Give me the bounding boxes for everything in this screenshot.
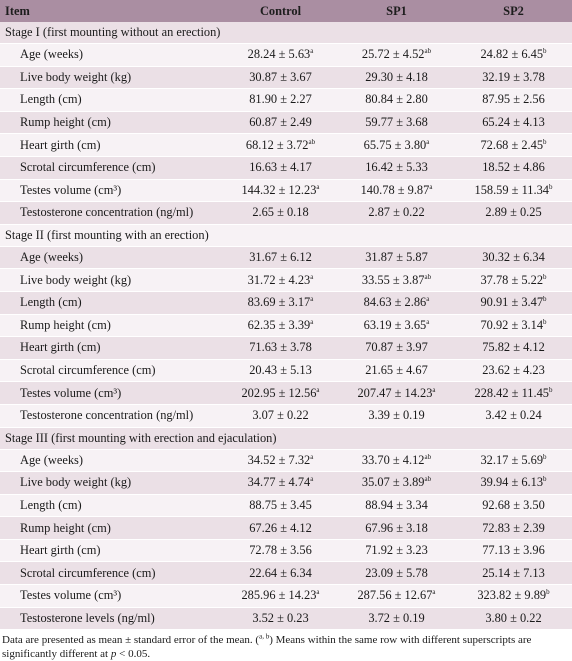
- cell-value: 90.91 ± 3.47: [480, 295, 544, 310]
- cell-superscript: ab: [424, 452, 432, 461]
- cell-value: 87.95 ± 2.56: [482, 92, 545, 107]
- stage-title: Stage III (first mounting with erection and ejaculation): [0, 427, 572, 449]
- cell-value: 24.82 ± 6.45: [480, 47, 544, 62]
- cell-value: 158.59 ± 11.34: [474, 182, 549, 197]
- cell-sp1: [338, 291, 455, 314]
- cell-sp2: [455, 44, 572, 67]
- footnote-superscript: a, b: [259, 632, 270, 641]
- cell-sp1: [338, 179, 455, 202]
- table-footnote: [0, 630, 570, 661]
- cell-superscript: b: [543, 272, 547, 281]
- cell-superscript: a: [310, 295, 314, 304]
- cell-control: [223, 111, 338, 134]
- table-row: [0, 562, 572, 585]
- row-label: Rump height (cm): [0, 111, 223, 134]
- cell-value: 285.96 ± 14.23: [241, 588, 317, 603]
- row-label: Testosterone levels (ng/ml): [0, 607, 223, 630]
- cell-sp1: [338, 337, 455, 360]
- cell-superscript: a: [316, 182, 320, 191]
- row-label: Live body weight (kg): [0, 472, 223, 495]
- cell-control: [223, 202, 338, 225]
- cell-sp2: [455, 134, 572, 157]
- cell-superscript: a: [316, 385, 320, 394]
- cell-sp2: [455, 337, 572, 360]
- cell-value: 35.07 ± 3.89: [361, 475, 425, 490]
- cell-sp1: [338, 585, 455, 608]
- cell-sp1: [338, 562, 455, 585]
- header-sp1: SP1: [338, 0, 455, 22]
- cell-superscript: a: [310, 452, 314, 461]
- table-row: [0, 382, 572, 405]
- cell-value: 23.62 ± 4.23: [482, 363, 545, 378]
- row-label: Age (weeks): [0, 44, 223, 67]
- cell-control: [223, 89, 338, 112]
- cell-superscript: a: [426, 295, 430, 304]
- cell-sp2: [455, 607, 572, 630]
- cell-value: 60.87 ± 2.49: [249, 115, 312, 130]
- cell-sp1: [338, 44, 455, 67]
- header-item: Item: [0, 0, 223, 22]
- cell-sp2: [455, 539, 572, 562]
- cell-value: 71.63 ± 3.78: [249, 340, 312, 355]
- cell-superscript: a: [426, 137, 430, 146]
- cell-value: 202.95 ± 12.56: [241, 385, 317, 400]
- cell-control: [223, 607, 338, 630]
- cell-sp1: [338, 607, 455, 630]
- cell-control: [223, 562, 338, 585]
- cell-value: 20.43 ± 5.13: [249, 363, 312, 378]
- row-label: Rump height (cm): [0, 517, 223, 540]
- row-label: Testosterone concentration (ng/ml): [0, 202, 223, 225]
- cell-superscript: a: [310, 317, 314, 326]
- cell-sp1: [338, 134, 455, 157]
- cell-superscript: a: [429, 182, 433, 191]
- row-label: Live body weight (kg): [0, 66, 223, 89]
- cell-value: 31.72 ± 4.23: [247, 272, 311, 287]
- cell-sp1: [338, 66, 455, 89]
- table-row: [0, 291, 572, 314]
- cell-sp1: [338, 494, 455, 517]
- cell-sp1: [338, 539, 455, 562]
- cell-sp1: [338, 359, 455, 382]
- cell-value: 63.19 ± 3.65: [363, 317, 427, 332]
- cell-control: [223, 156, 338, 179]
- cell-value: 68.12 ± 3.72: [245, 137, 309, 152]
- cell-control: [223, 269, 338, 292]
- cell-superscript: b: [543, 317, 547, 326]
- table-header-row: [0, 0, 572, 22]
- cell-value: 2.65 ± 0.18: [252, 205, 309, 220]
- cell-value: 16.63 ± 4.17: [249, 160, 312, 175]
- cell-value: 22.64 ± 6.34: [249, 565, 312, 580]
- table-row: [0, 359, 572, 382]
- cell-sp2: [455, 472, 572, 495]
- cell-value: 62.35 ± 3.39: [247, 317, 311, 332]
- cell-superscript: ab: [424, 272, 432, 281]
- cell-value: 28.24 ± 5.63: [247, 47, 311, 62]
- cell-sp1: [338, 517, 455, 540]
- cell-value: 65.75 ± 3.80: [363, 137, 427, 152]
- cell-sp1: [338, 111, 455, 134]
- stage-title: Stage I (first mounting without an erection): [0, 22, 572, 44]
- cell-value: 67.26 ± 4.12: [249, 520, 312, 535]
- cell-sp2: [455, 156, 572, 179]
- stage-header-row: [0, 22, 572, 44]
- cell-value: 25.72 ± 4.52: [361, 47, 425, 62]
- cell-value: 16.42 ± 5.33: [365, 160, 428, 175]
- cell-superscript: a: [426, 317, 430, 326]
- row-label: Scrotal circumference (cm): [0, 562, 223, 585]
- cell-control: [223, 539, 338, 562]
- cell-sp1: [338, 404, 455, 427]
- cell-control: [223, 44, 338, 67]
- cell-sp2: [455, 66, 572, 89]
- cell-value: 34.77 ± 4.74: [247, 475, 311, 490]
- row-label: Scrotal circumference (cm): [0, 359, 223, 382]
- table-row: [0, 517, 572, 540]
- cell-value: 3.42 ± 0.24: [485, 408, 542, 423]
- cell-superscript: b: [549, 385, 553, 394]
- cell-sp2: [455, 562, 572, 585]
- row-label: Testes volume (cm³): [0, 585, 223, 608]
- table-row: [0, 539, 572, 562]
- row-label: Testes volume (cm³): [0, 382, 223, 405]
- row-label: Age (weeks): [0, 246, 223, 269]
- cell-value: 39.94 ± 6.13: [480, 475, 544, 490]
- cell-superscript: b: [549, 182, 553, 191]
- cell-value: 287.56 ± 12.67: [357, 588, 433, 603]
- cell-value: 81.90 ± 2.27: [249, 92, 312, 107]
- stage-header-row: [0, 427, 572, 449]
- cell-value: 144.32 ± 12.23: [241, 182, 317, 197]
- cell-control: [223, 382, 338, 405]
- cell-sp2: [455, 449, 572, 472]
- table-row: [0, 494, 572, 517]
- row-label: Length (cm): [0, 291, 223, 314]
- cell-value: 323.82 ± 9.89: [477, 588, 547, 603]
- cell-value: 80.84 ± 2.80: [365, 92, 428, 107]
- cell-superscript: ab: [424, 475, 432, 484]
- cell-superscript: a: [432, 385, 436, 394]
- cell-value: 59.77 ± 3.68: [365, 115, 428, 130]
- cell-superscript: b: [543, 475, 547, 484]
- cell-sp1: [338, 382, 455, 405]
- table-row: [0, 89, 572, 112]
- footnote-part3: < 0.05.: [116, 648, 151, 661]
- cell-control: [223, 494, 338, 517]
- table-row: [0, 269, 572, 292]
- cell-sp2: [455, 89, 572, 112]
- cell-superscript: b: [543, 47, 547, 56]
- row-label: Heart girth (cm): [0, 134, 223, 157]
- cell-superscript: a: [432, 588, 436, 597]
- cell-value: 33.55 ± 3.87: [361, 272, 425, 287]
- cell-sp2: [455, 494, 572, 517]
- row-label: Length (cm): [0, 494, 223, 517]
- cell-superscript: a: [310, 272, 314, 281]
- cell-value: 3.39 ± 0.19: [368, 408, 425, 423]
- cell-control: [223, 359, 338, 382]
- cell-value: 31.67 ± 6.12: [249, 250, 312, 265]
- table-row: [0, 202, 572, 225]
- cell-value: 2.87 ± 0.22: [368, 205, 425, 220]
- row-label: Heart girth (cm): [0, 337, 223, 360]
- cell-value: 72.68 ± 2.45: [480, 137, 544, 152]
- cell-control: [223, 246, 338, 269]
- header-sp2: SP2: [455, 0, 572, 22]
- cell-value: 3.07 ± 0.22: [252, 408, 309, 423]
- cell-sp1: [338, 156, 455, 179]
- cell-value: 71.92 ± 3.23: [365, 543, 428, 558]
- cell-sp2: [455, 359, 572, 382]
- cell-superscript: a: [310, 47, 314, 56]
- cell-superscript: a: [316, 588, 320, 597]
- table-row: [0, 44, 572, 67]
- cell-control: [223, 179, 338, 202]
- cell-sp2: [455, 246, 572, 269]
- cell-value: 67.96 ± 3.18: [365, 520, 428, 535]
- cell-value: 2.89 ± 0.25: [485, 205, 542, 220]
- table-row: [0, 179, 572, 202]
- footnote-p: p: [110, 648, 117, 661]
- cell-value: 32.19 ± 3.78: [482, 69, 545, 84]
- cell-value: 92.68 ± 3.50: [482, 497, 545, 512]
- cell-sp2: [455, 111, 572, 134]
- row-label: Testes volume (cm³): [0, 179, 223, 202]
- table-row: [0, 156, 572, 179]
- footnote-part1: Data are presented as mean ± standard error of the mean. (: [2, 634, 260, 647]
- cell-value: 23.09 ± 5.78: [365, 565, 428, 580]
- cell-superscript: b: [546, 588, 550, 597]
- stage-title: Stage II (first mounting with an erection): [0, 224, 572, 246]
- cell-superscript: b: [543, 295, 547, 304]
- row-label: Age (weeks): [0, 449, 223, 472]
- cell-value: 37.78 ± 5.22: [480, 272, 544, 287]
- cell-value: 75.82 ± 4.12: [482, 340, 545, 355]
- cell-value: 72.83 ± 2.39: [482, 520, 545, 535]
- cell-value: 30.87 ± 3.67: [249, 69, 312, 84]
- table-body: [0, 22, 572, 630]
- cell-sp2: [455, 314, 572, 337]
- cell-control: [223, 404, 338, 427]
- cell-control: [223, 585, 338, 608]
- cell-value: 30.32 ± 6.34: [482, 250, 545, 265]
- row-label: Rump height (cm): [0, 314, 223, 337]
- cell-superscript: a: [310, 475, 314, 484]
- cell-control: [223, 517, 338, 540]
- cell-sp1: [338, 472, 455, 495]
- cell-value: 77.13 ± 3.96: [482, 543, 545, 558]
- cell-superscript: b: [543, 137, 547, 146]
- row-label: Live body weight (kg): [0, 269, 223, 292]
- cell-value: 65.24 ± 4.13: [482, 115, 545, 130]
- cell-control: [223, 66, 338, 89]
- table-row: [0, 111, 572, 134]
- cell-value: 31.87 ± 5.87: [365, 250, 428, 265]
- cell-value: 3.72 ± 0.19: [368, 610, 425, 625]
- row-label: Heart girth (cm): [0, 539, 223, 562]
- cell-value: 72.78 ± 3.56: [249, 543, 312, 558]
- cell-value: 25.14 ± 7.13: [482, 565, 545, 580]
- cell-value: 228.42 ± 11.45: [474, 385, 549, 400]
- cell-sp1: [338, 269, 455, 292]
- cell-sp1: [338, 202, 455, 225]
- cell-sp2: [455, 291, 572, 314]
- cell-value: 84.63 ± 2.86: [363, 295, 427, 310]
- cell-sp1: [338, 89, 455, 112]
- cell-control: [223, 449, 338, 472]
- cell-sp2: [455, 202, 572, 225]
- cell-sp2: [455, 585, 572, 608]
- cell-value: 88.94 ± 3.34: [365, 497, 428, 512]
- table-row: [0, 246, 572, 269]
- table-row: [0, 607, 572, 630]
- cell-control: [223, 291, 338, 314]
- row-label: Scrotal circumference (cm): [0, 156, 223, 179]
- cell-value: 29.30 ± 4.18: [365, 69, 428, 84]
- cell-control: [223, 314, 338, 337]
- cell-value: 3.52 ± 0.23: [252, 610, 309, 625]
- table-row: [0, 585, 572, 608]
- cell-superscript: b: [543, 452, 547, 461]
- cell-sp1: [338, 246, 455, 269]
- cell-sp1: [338, 449, 455, 472]
- cell-sp2: [455, 382, 572, 405]
- cell-value: 70.92 ± 3.14: [480, 317, 544, 332]
- table-row: [0, 66, 572, 89]
- table-row: [0, 134, 572, 157]
- row-label: Testosterone concentration (ng/ml): [0, 404, 223, 427]
- table-row: [0, 337, 572, 360]
- cell-value: 18.52 ± 4.86: [482, 160, 545, 175]
- cell-control: [223, 134, 338, 157]
- cell-control: [223, 337, 338, 360]
- table-row: [0, 404, 572, 427]
- stage-header-row: [0, 224, 572, 246]
- header-control: Control: [223, 0, 338, 22]
- cell-superscript: ab: [424, 47, 432, 56]
- cell-value: 140.78 ± 9.87: [360, 182, 430, 197]
- cell-value: 33.70 ± 4.12: [361, 452, 425, 467]
- cell-sp2: [455, 269, 572, 292]
- cell-sp2: [455, 404, 572, 427]
- cell-control: [223, 472, 338, 495]
- cell-sp2: [455, 179, 572, 202]
- table-row: [0, 449, 572, 472]
- cell-value: 3.80 ± 0.22: [485, 610, 542, 625]
- footnote-part2: ) Means within the same row with different superscripts are significantly different at: [2, 634, 532, 661]
- cell-sp2: [455, 517, 572, 540]
- cell-value: 88.75 ± 3.45: [249, 497, 312, 512]
- cell-value: 70.87 ± 3.97: [365, 340, 428, 355]
- cell-value: 21.65 ± 4.67: [365, 363, 428, 378]
- cell-value: 34.52 ± 7.32: [247, 452, 311, 467]
- row-label: Length (cm): [0, 89, 223, 112]
- cell-value: 32.17 ± 5.69: [480, 452, 544, 467]
- table-row: [0, 472, 572, 495]
- table-row: [0, 314, 572, 337]
- cell-value: 207.47 ± 14.23: [357, 385, 433, 400]
- cell-value: 83.69 ± 3.17: [247, 295, 311, 310]
- cell-superscript: ab: [308, 137, 316, 146]
- cell-sp1: [338, 314, 455, 337]
